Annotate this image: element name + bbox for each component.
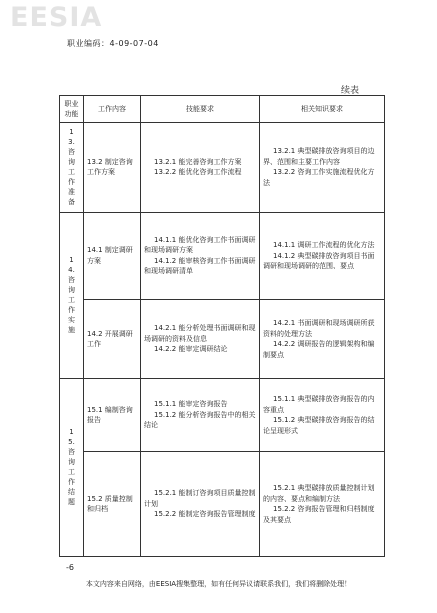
work-content-cell: 13.2 制定咨询工作方案: [84, 123, 141, 213]
table-row: [60, 378, 385, 451]
table-row: [60, 300, 385, 379]
skill-item: 15.1.1 能审定咨询报告: [154, 400, 228, 409]
skill-item: 13.2.2 能优化咨询工作流程: [154, 168, 242, 177]
skills-table: [59, 95, 385, 557]
table-header-row: [60, 96, 385, 123]
knowledge-item: 15.2.2 咨询报告管理和归档制度及其要点: [263, 505, 375, 524]
knowledge-requirement-cell: [260, 212, 385, 300]
header-knowledge-requirement: 相关知识要求: [260, 96, 385, 123]
occupation-code: 职业编码：4-09-07-04: [67, 39, 159, 48]
header-work-content: 工作内容: [84, 96, 141, 123]
skill-item: 15.1.2 能分析咨询报告中的相关结论: [144, 410, 256, 430]
skill-requirement-cell: [141, 212, 260, 300]
work-content-cell: 15.1 编制咨询报告: [84, 378, 141, 451]
function-cell: [60, 212, 84, 378]
knowledge-requirement-cell: [260, 378, 385, 451]
skill-item: 14.2.2 能审定调研结论: [154, 345, 228, 354]
function-label: 15.咨询工作结题: [68, 428, 75, 507]
skill-item: 14.1.2 能审核咨询工作书面调研和现场调研清单: [144, 256, 256, 276]
work-content-cell: 15.2 质量控制和归档: [84, 452, 141, 557]
skill-requirement-cell: [141, 378, 260, 451]
knowledge-requirement-cell: [260, 300, 385, 379]
continued-label: 续表: [341, 86, 360, 96]
skill-item: 15.2.1 能制订咨询项目质量控制计划: [144, 489, 256, 508]
knowledge-item: 15.1.1 典型碳排放咨询报告的内容重点: [263, 395, 375, 414]
table-row: [60, 123, 385, 213]
skill-requirement-cell: [141, 300, 260, 379]
header-function: 职业功能: [60, 96, 84, 123]
work-content-cell: 14.2 开展调研工作: [84, 300, 141, 379]
knowledge-item: 14.1.1 调研工作流程的优化方法: [273, 241, 375, 250]
knowledge-item: 14.2.1 书面调研和现场调研所获资料的处理方法: [263, 319, 375, 338]
knowledge-requirement-cell: [260, 452, 385, 557]
skill-requirement-cell: [141, 123, 260, 213]
table-row: [60, 212, 385, 300]
skill-item: 14.1.1 能优化咨询工作书面调研和现场调研方案: [144, 235, 256, 255]
knowledge-item: 13.2.2 咨询工作实施流程优化方法: [263, 168, 375, 187]
knowledge-item: 15.1.2 典型碳排放咨询报告的结论呈现形式: [263, 416, 375, 435]
function-label: 14.咨询工作实施: [68, 255, 75, 334]
skill-item: 13.2.1 能完善咨询工作方案: [154, 157, 242, 166]
page-number: -6: [66, 563, 74, 572]
eesia-logo: EESIA: [10, 2, 103, 33]
knowledge-requirement-cell: [260, 123, 385, 213]
knowledge-item: 14.1.2 典型碳排放咨询项目书面调研和现场调研的范围、要点: [263, 251, 375, 271]
table-row: [60, 452, 385, 557]
knowledge-item: 13.2.1 典型碳排放咨询项目的边界、范围和主要工作内容: [263, 147, 375, 166]
header-skill-requirement: 技能要求: [141, 96, 260, 123]
skill-item: 14.2.1 能分析处理书面调研和现场调研的资料及信息: [144, 324, 256, 343]
function-label: 13.咨询工作准备: [68, 128, 75, 206]
function-cell: [60, 378, 84, 556]
work-content-cell: 14.1 制定调研方案: [84, 212, 141, 300]
function-cell: [60, 123, 84, 213]
footer-disclaimer: 本文内容来自网络，由EESIA搜集整理，如有任何异议请联系我们，我们将删除处理！: [85, 580, 352, 588]
skill-item: 15.2.2 能制定咨询报告管理制度: [154, 510, 256, 519]
knowledge-item: 14.2.2 调研报告的逻辑架构和编制要点: [263, 340, 375, 359]
skill-requirement-cell: [141, 452, 260, 557]
knowledge-item: 15.2.1 典型碳排放质量控制计划的内容、要点和编制方法: [263, 484, 375, 503]
